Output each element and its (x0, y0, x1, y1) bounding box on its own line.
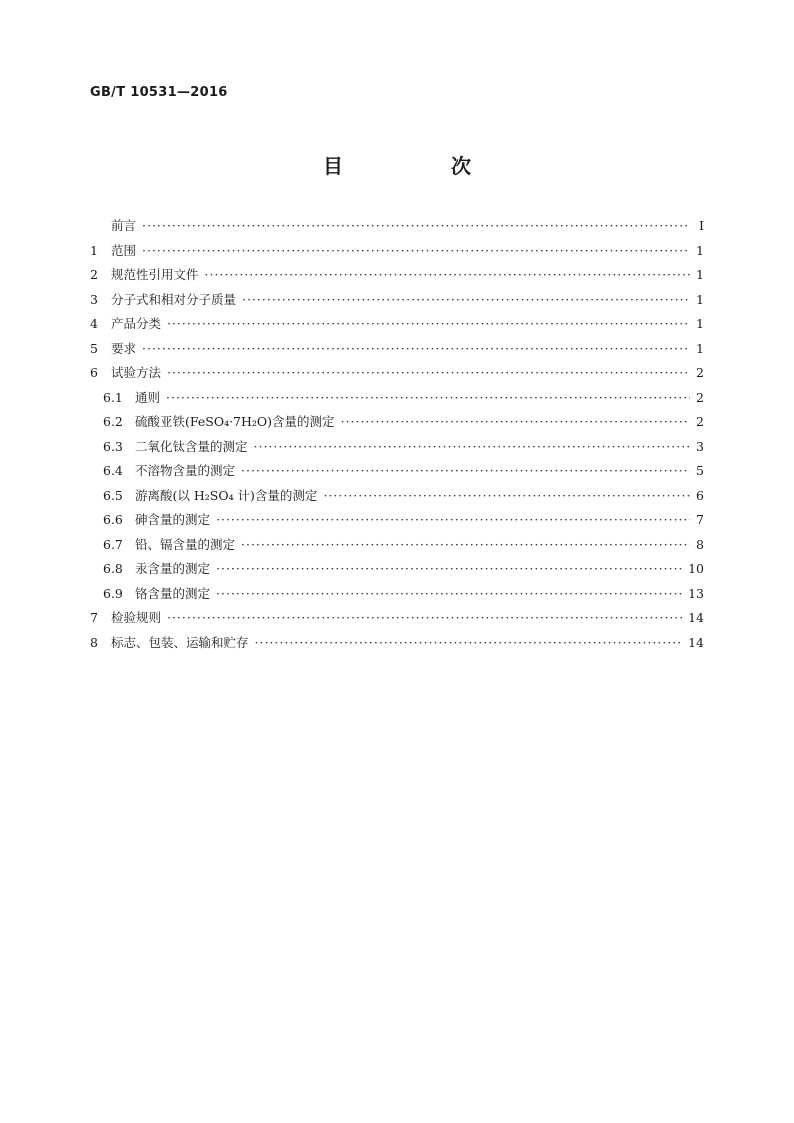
toc-leader-dots (241, 459, 690, 484)
toc-entry-number: 6 (90, 365, 98, 380)
toc-entry-number: 8 (90, 634, 98, 650)
toc-entry-page: Ⅰ (699, 218, 704, 233)
toc-leader-dots (142, 214, 690, 239)
toc-entry[interactable] (90, 606, 704, 631)
toc-leader-dots (142, 239, 690, 264)
toc-entry-number: 4 (90, 316, 98, 331)
toc-entry[interactable] (90, 312, 704, 337)
toc-entry-page: 1 (696, 291, 704, 307)
toc-entry-label: 硫酸亚铁(FeSO₄·7H₂O)含量的测定 (135, 414, 335, 429)
toc-entry-label: 分子式和相对分子质量 (111, 291, 237, 307)
toc-entry[interactable] (90, 214, 704, 239)
toc-leader-dots (216, 582, 682, 607)
toc-entry-label: 规范性引用文件 (111, 267, 199, 282)
toc-entry-page: 1 (696, 340, 704, 356)
toc-entry-page: 2 (696, 389, 704, 405)
toc-entry-number: 3 (90, 291, 98, 307)
toc-entry-page: 3 (696, 438, 704, 454)
toc-entry-page: 7 (696, 512, 704, 527)
table-of-contents (90, 214, 704, 655)
toc-leader-dots (216, 508, 690, 533)
page-title: 目 次 (323, 154, 515, 178)
toc-entry[interactable] (90, 435, 704, 460)
toc-entry[interactable] (90, 386, 704, 411)
toc-entry-page: 10 (688, 561, 704, 576)
toc-entry-number: 6.3 (103, 438, 123, 454)
toc-entry[interactable] (90, 533, 704, 558)
toc-entry-page: 1 (696, 316, 704, 331)
toc-entry[interactable] (90, 337, 704, 362)
toc-entry-number: 1 (90, 242, 98, 258)
toc-entry-number: 6.5 (103, 487, 123, 503)
toc-entry-label: 二氧化钛含量的测定 (135, 438, 248, 454)
toc-entry-number: 2 (90, 267, 98, 282)
toc-entry-label: 产品分类 (111, 316, 162, 331)
toc-entry-page: 1 (696, 267, 704, 282)
toc-entry-page: 8 (696, 536, 704, 552)
toc-entry-page: 1 (696, 242, 704, 258)
toc-entry-label: 范围 (111, 242, 137, 258)
toc-leader-dots (254, 435, 690, 460)
toc-entry-label: 要求 (111, 340, 137, 356)
toc-entry-label: 砷含量的测定 (135, 512, 211, 527)
toc-entry-label: 不溶物含量的测定 (135, 463, 236, 478)
toc-leader-dots (167, 312, 690, 337)
toc-entry-number: 6.6 (103, 512, 123, 527)
standard-code: GB/T 10531—2016 (90, 85, 228, 100)
toc-entry-number: 7 (90, 610, 98, 625)
toc-leader-dots (341, 410, 690, 435)
toc-entry-number: 6.9 (103, 585, 123, 601)
toc-entry-number: 6.4 (103, 463, 123, 478)
toc-entry-page: 14 (688, 634, 704, 650)
toc-entry-number: 6.7 (103, 536, 123, 552)
toc-entry-page: 14 (688, 610, 704, 625)
toc-entry-label: 铅、镉含量的测定 (135, 536, 236, 552)
toc-leader-dots (241, 533, 690, 558)
toc-leader-dots (167, 361, 690, 386)
toc-entry[interactable] (90, 557, 704, 582)
toc-entry-page: 6 (696, 487, 704, 503)
toc-leader-dots (142, 337, 690, 362)
toc-entry-label: 试验方法 (111, 365, 162, 380)
toc-entry-page: 5 (696, 463, 704, 478)
toc-entry-page: 13 (688, 585, 704, 601)
toc-leader-dots (216, 557, 682, 582)
toc-entry-label: 汞含量的测定 (135, 561, 211, 576)
toc-entry[interactable] (90, 508, 704, 533)
toc-entry[interactable] (90, 361, 704, 386)
toc-leader-dots (205, 263, 690, 288)
toc-entry-label: 前言 (111, 218, 137, 233)
toc-leader-dots (323, 484, 690, 509)
toc-entry-label: 铬含量的测定 (135, 585, 211, 601)
toc-entry[interactable] (90, 582, 704, 607)
toc-entry[interactable] (90, 410, 704, 435)
toc-entry-number: 6.1 (103, 389, 123, 405)
toc-entry[interactable] (90, 631, 704, 656)
toc-entry-label: 通则 (135, 389, 161, 405)
toc-entry-number: 5 (90, 340, 98, 356)
toc-entry[interactable] (90, 459, 704, 484)
toc-entry-label: 检验规则 (111, 610, 162, 625)
toc-entry[interactable] (90, 484, 704, 509)
toc-entry-number: 6.8 (103, 561, 123, 576)
toc-leader-dots (255, 631, 683, 656)
toc-entry-page: 2 (696, 414, 704, 429)
toc-entry-number: 6.2 (103, 414, 123, 429)
toc-entry-page: 2 (696, 365, 704, 380)
toc-entry-label: 标志、包装、运输和贮存 (111, 634, 249, 650)
toc-entry[interactable] (90, 263, 704, 288)
toc-leader-dots (166, 386, 690, 411)
toc-entry-label: 游离酸(以 H₂SO₄ 计)含量的测定 (135, 487, 318, 503)
toc-entry[interactable] (90, 239, 704, 264)
toc-leader-dots (242, 288, 690, 313)
toc-leader-dots (167, 606, 682, 631)
toc-entry[interactable] (90, 288, 704, 313)
